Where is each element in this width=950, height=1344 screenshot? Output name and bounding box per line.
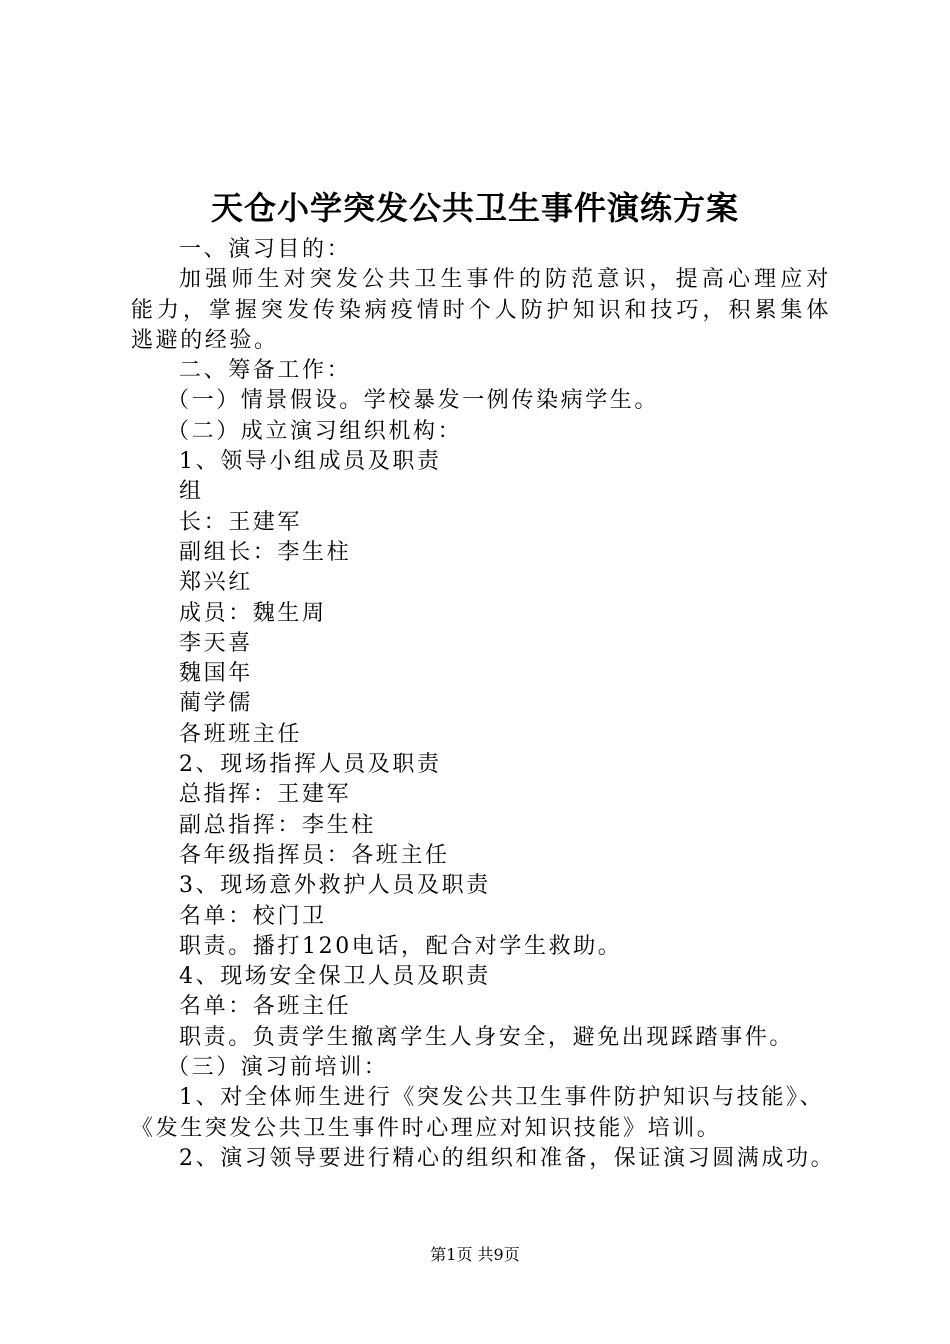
text-line: 逃避的经验。 bbox=[131, 327, 279, 353]
text-line: 魏国年 bbox=[179, 661, 253, 687]
text-line: 4、现场安全保卫人员及职责 bbox=[179, 964, 491, 990]
text-line: 名单：各班主任 bbox=[179, 994, 352, 1020]
text-line: 1、领导小组成员及职责 bbox=[179, 449, 442, 475]
text-line: 加强师生对突发公共卫生事件的防范意识，提高心理应对 bbox=[179, 267, 831, 293]
text-line: 总指挥：王建军 bbox=[179, 782, 352, 808]
text-line: 1、对全体师生进行《突发公共卫生事件防护知识与技能》、 bbox=[179, 1085, 825, 1111]
document-title: 天仓小学突发公共卫生事件演练方案 bbox=[210, 189, 739, 227]
text-line: 副总指挥：李生柱 bbox=[179, 812, 376, 838]
text-line: 蔺学儒 bbox=[179, 691, 253, 717]
text-line: 2、演习领导要进行精心的组织和准备，保证演习圆满成功。 bbox=[179, 1145, 836, 1171]
text-line: 二、筹备工作： bbox=[179, 358, 352, 384]
text-line: （一）情景假设。学校暴发一例传染病学生。 bbox=[167, 388, 660, 414]
text-line: 长：王建军 bbox=[179, 509, 303, 535]
text-line: 李天喜 bbox=[179, 630, 253, 656]
text-line: 组 bbox=[179, 479, 204, 505]
text-line: （三）演习前培训： bbox=[167, 1055, 389, 1081]
text-line: 职责。播打120电话，配合对学生救助。 bbox=[179, 933, 623, 959]
text-line: 成员：魏生周 bbox=[179, 600, 327, 626]
text-line: 3、现场意外救护人员及职责 bbox=[179, 873, 491, 899]
text-line: 各年级指挥员：各班主任 bbox=[179, 842, 450, 868]
text-line: （二）成立演习组织机构： bbox=[167, 418, 463, 444]
text-line: 《发生突发公共卫生事件时心理应对知识技能》培训。 bbox=[131, 1115, 722, 1141]
text-line: 一、演习目的： bbox=[179, 237, 352, 262]
text-line: 各班班主任 bbox=[179, 721, 303, 747]
text-line: 2、现场指挥人员及职责 bbox=[179, 752, 442, 778]
document-body bbox=[131, 235, 836, 1174]
text-line: 郑兴红 bbox=[179, 570, 253, 596]
text-line: 职责。负责学生撤离学生人身安全，避免出现踩踏事件。 bbox=[179, 1024, 795, 1050]
page-footer: 第1页 共9页 bbox=[430, 1245, 520, 1264]
text-line: 副组长：李生柱 bbox=[179, 539, 352, 565]
text-line: 名单：校门卫 bbox=[179, 903, 327, 929]
text-line: 能力，掌握突发传染病疫情时个人防护知识和技巧，积累集体 bbox=[131, 297, 831, 323]
